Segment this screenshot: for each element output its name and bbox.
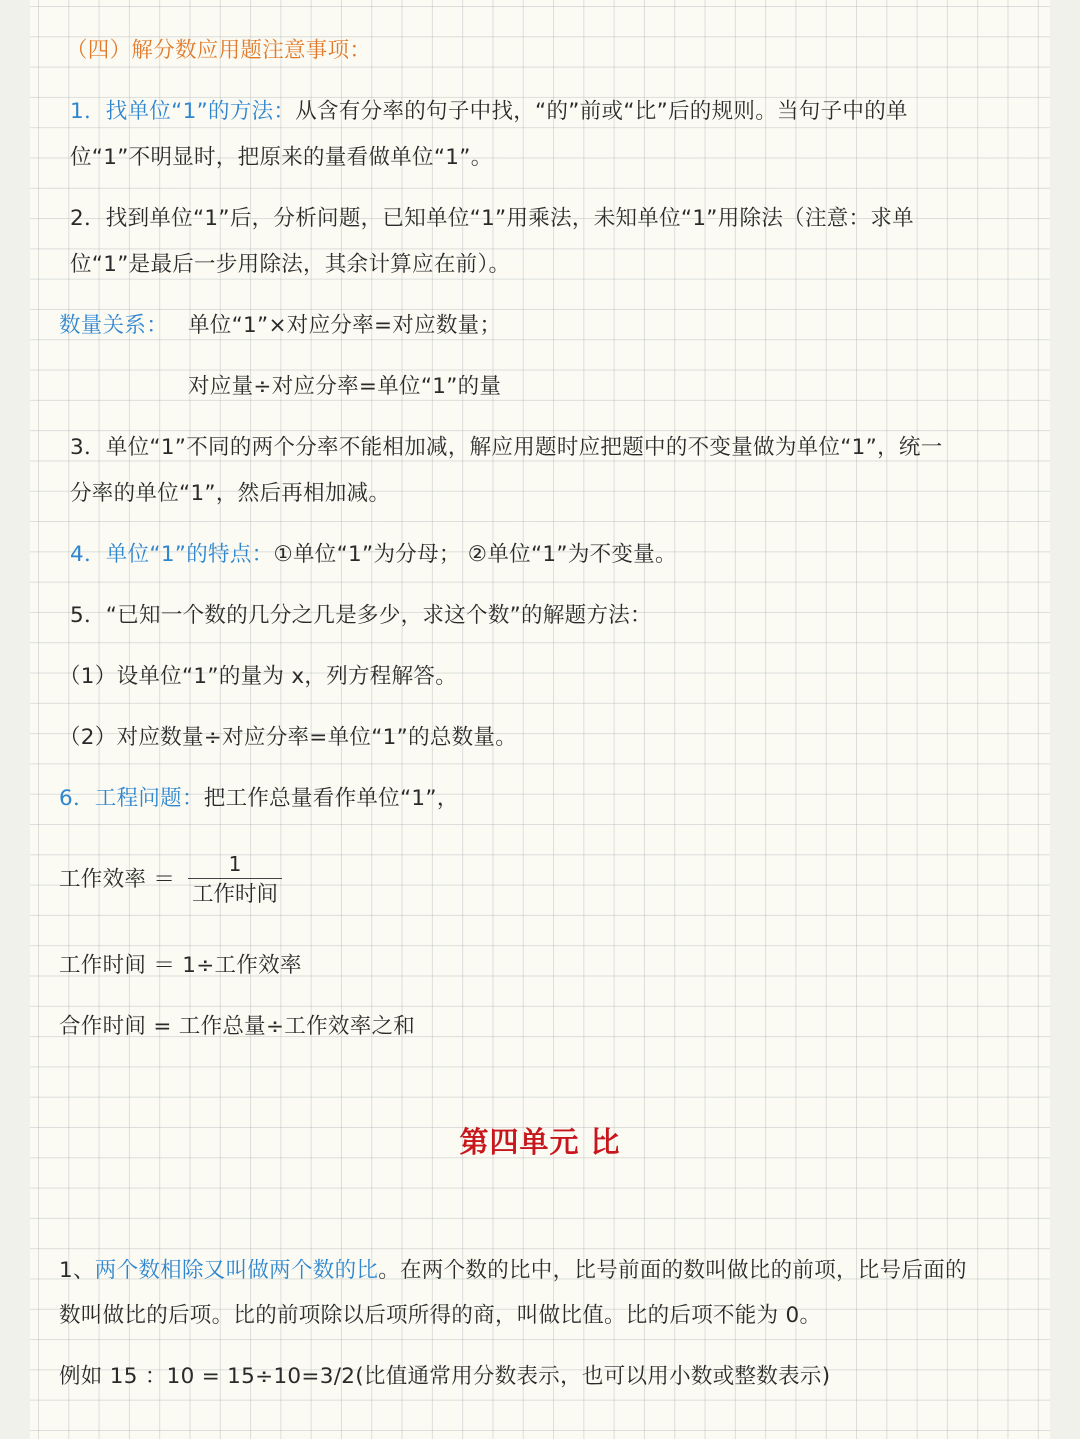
item-5-line-1: 5．“已知一个数的几分之几是多少，求这个数”的解题方法： bbox=[70, 603, 652, 628]
ratio-highlight: 两个数相除又叫做两个数的比 bbox=[94, 1258, 379, 1283]
item-5-sub-1: （1）设单位“1”的量为 x，列方程解答。 bbox=[59, 664, 457, 689]
coop-time-formula: 合作时间 = 工作总量÷工作效率之和 bbox=[59, 1014, 416, 1039]
ratio-line-2: 数叫做比的后项。比的前项除以后项所得的商，叫做比值。比的后项不能为 0。 bbox=[59, 1303, 822, 1328]
item-6-line bbox=[59, 784, 459, 814]
fraction-bar bbox=[188, 878, 282, 879]
ratio-example: 例如 15 ：10 = 15÷10=3/2(比值通常用分数表示，也可以用小数或整数表示) bbox=[59, 1364, 831, 1389]
work-time-formula: 工作时间 ＝ 1÷工作效率 bbox=[59, 953, 302, 978]
ratio-line-1 bbox=[59, 1256, 967, 1286]
item-3-line-2: 分率的单位“1”，然后再相加减。 bbox=[70, 481, 391, 506]
item-4-text: ①单位“1”为分母； ②单位“1”为不变量。 bbox=[273, 542, 677, 567]
item-1-line-1 bbox=[70, 97, 908, 127]
item-4-label: 4．单位“1”的特点： bbox=[70, 542, 274, 567]
item-2-line-2: 位“1”是最后一步用除法，其余计算应在前）。 bbox=[70, 252, 511, 277]
work-efficiency-label: 工作效率 ＝ bbox=[59, 867, 176, 892]
relation-label: 数量关系： bbox=[59, 313, 169, 338]
item-6-text: 把工作总量看作单位“1”， bbox=[203, 786, 459, 811]
fraction-numerator: 1 bbox=[228, 852, 242, 876]
ratio-line-1-rest: 。在两个数的比中，比号前面的数叫做比的前项，比号后面的 bbox=[378, 1258, 967, 1283]
work-efficiency-fraction bbox=[188, 850, 282, 909]
section-heading: （四）解分数应用题注意事项： bbox=[66, 38, 372, 63]
item-6-label: 6．工程问题： bbox=[59, 786, 204, 811]
item-2-line-1: 2．找到单位“1”后，分析问题，已知单位“1”用乘法，未知单位“1”用除法（注意：求单 bbox=[70, 206, 914, 231]
item-4-line bbox=[70, 540, 677, 570]
item-3-line-1: 3．单位“1”不同的两个分率不能相加减，解应用题时应把题中的不变量做为单位“1”，统一 bbox=[70, 435, 943, 460]
relation-formula-1: 单位“1”×对应分率=对应数量； bbox=[188, 313, 502, 338]
fraction-denominator: 工作时间 bbox=[191, 882, 278, 907]
ratio-prefix: 1、 bbox=[59, 1258, 95, 1283]
item-1-line-2: 位“1”不明显时，把原来的量看做单位“1”。 bbox=[70, 145, 493, 170]
relation-formula-2: 对应量÷对应分率=单位“1”的量 bbox=[188, 374, 502, 399]
unit-title: 第四单元 比 bbox=[459, 1125, 621, 1159]
item-5-sub-2: （2）对应数量÷对应分率=单位“1”的总数量。 bbox=[59, 725, 518, 750]
item-1-text: 从含有分率的句子中找，“的”前或“比”后的规则。当句子中的单 bbox=[295, 99, 908, 124]
item-1-label: 1．找单位“1”的方法： bbox=[70, 99, 296, 124]
